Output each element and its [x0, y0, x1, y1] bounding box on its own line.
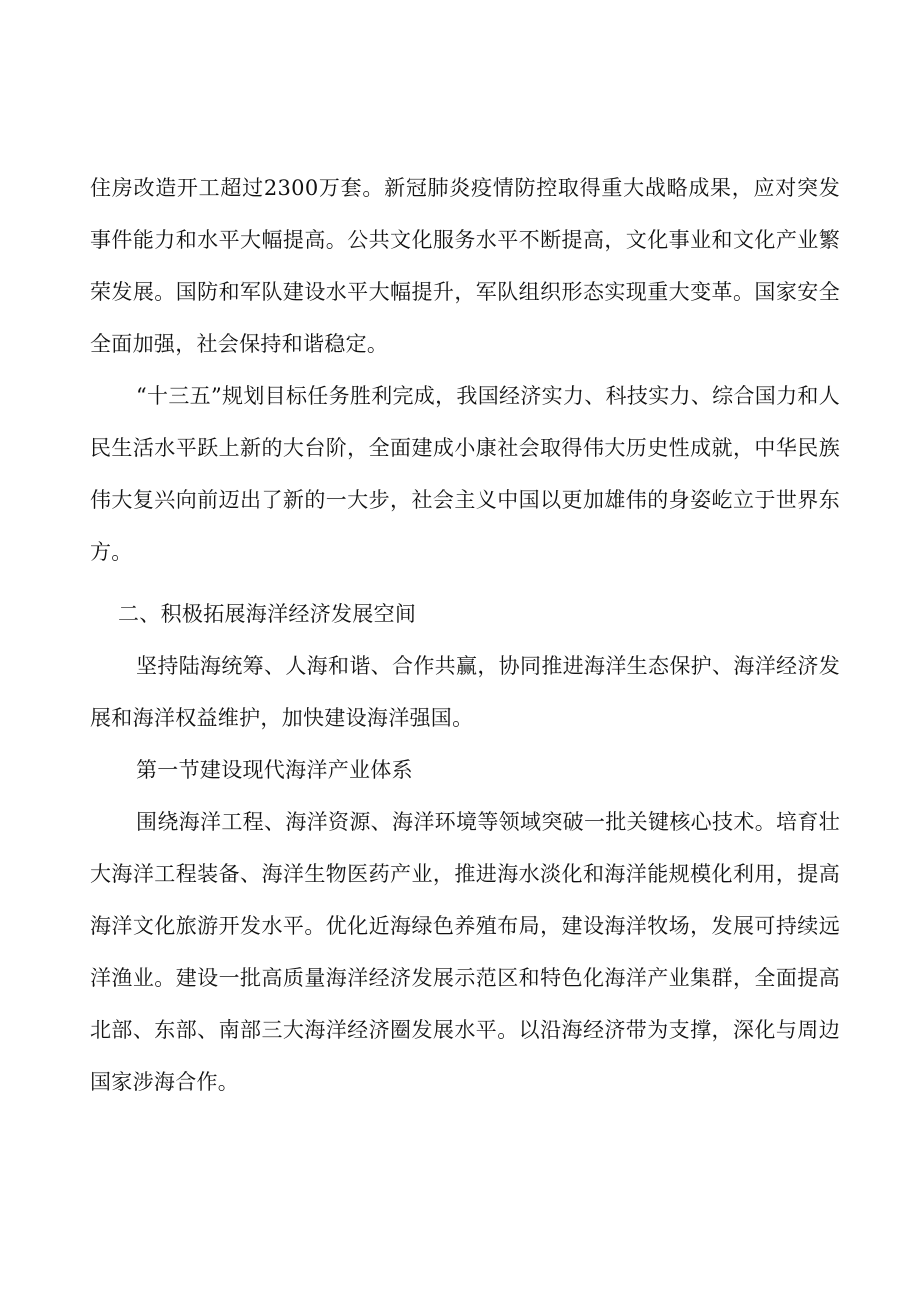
paragraph-13th-five-year-plan: “十三五”规划目标任务胜利完成，我国经济实力、科技实力、综合国力和人民生活水平跃上新的大台阶，全面建成小康社会取得伟大历史性成就，中华民族伟大复兴向前迈出了新的一大步，社会主义中国以更加雄伟的身姿屹立于世界东方。 — [90, 384, 840, 564]
section-title-modern-marine-industry: 第一节建设现代海洋产业体系 — [136, 758, 413, 782]
paragraph-housing-covid: 住房改造开工超过2300万套。新冠肺炎疫情防控取得重大战略成果，应对突发事件能力和水平大幅提高。公共文化服务水平不断提高，文化事业和文化产业繁荣发展。国防和军队建设水平大幅提升，军队组织形态实现重大变革。国家安全全面加强，社会保持和谐稳定。 — [90, 176, 840, 356]
paragraph-land-sea-coordination: 坚持陆海统筹、人海和谐、合作共赢，协同推进海洋生态保护、海洋经济发展和海洋权益维护，加快建设海洋强国。 — [90, 654, 840, 730]
document-page — [90, 162, 840, 1108]
heading-marine-economy: 二、积极拓展海洋经济发展空间 — [118, 602, 417, 626]
paragraph-marine-technology: 围绕海洋工程、海洋资源、海洋环境等领域突破一批关键核心技术。培育壮大海洋工程装备、海洋生物医药产业，推进海水淡化和海洋能规模化利用，提高海洋文化旅游开发水平。优化近海绿色养殖布局，建设海洋牧场，发展可持续远洋渔业。建设一批高质量海洋经济发展示范区和特色化海洋产业集群，全面提高北部、东部、南部三大海洋经济圈发展水平。以沿海经济带为支撑，深化与周边国家涉海合作。 — [90, 810, 840, 1094]
